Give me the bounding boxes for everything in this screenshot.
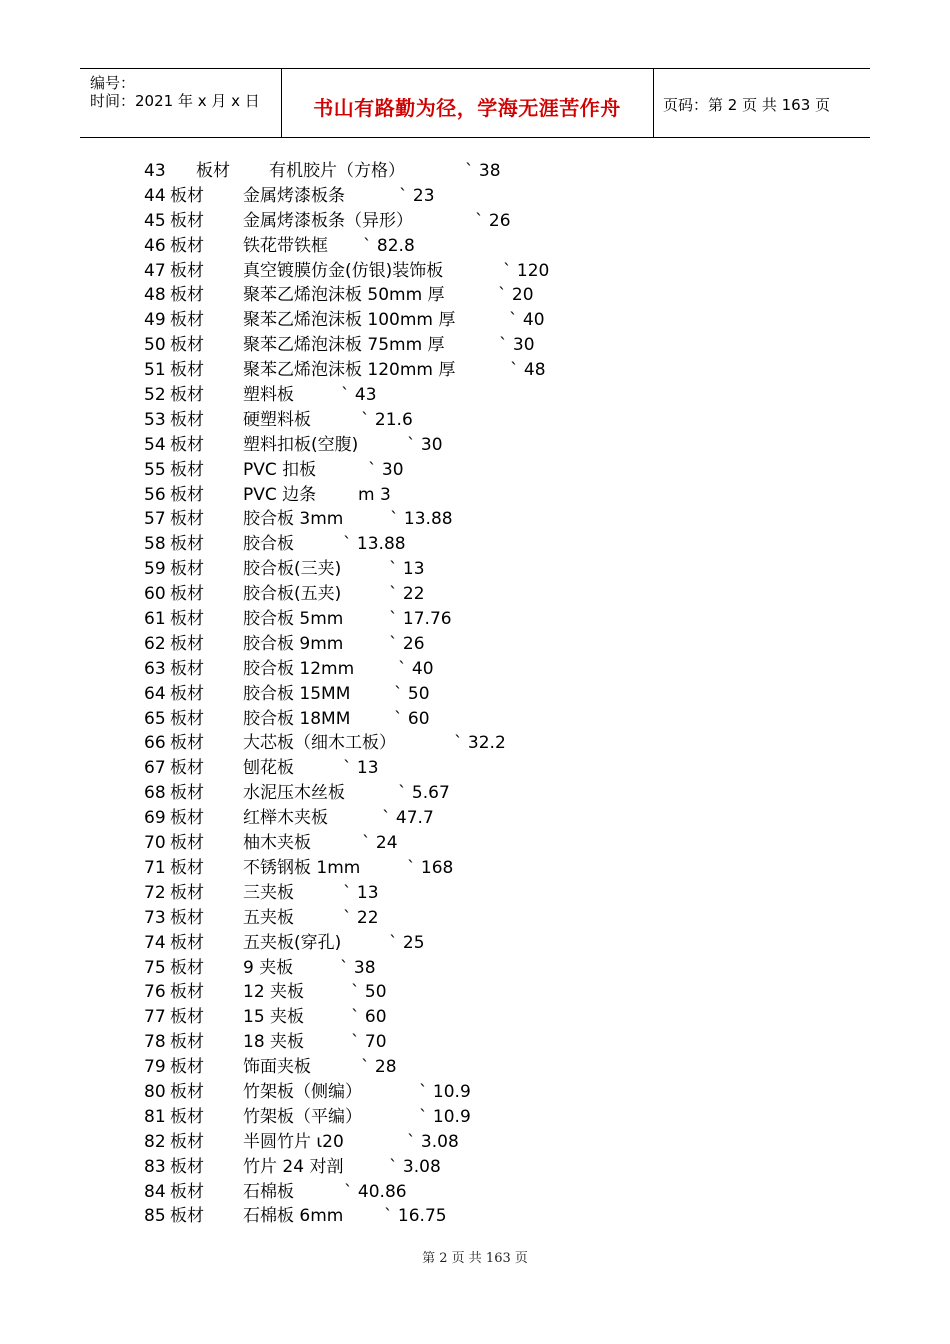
item-value: ` 20 [498,285,534,306]
item-number: 82 [144,1131,166,1152]
item-category: 板材 [170,185,204,206]
item-value: ` 60 [351,1007,387,1028]
item-number: 72 [144,882,166,903]
item-name: 不锈钢板 1mm [243,857,361,878]
item-name: 大芯板（细木工板） [243,733,396,754]
item-value: ` 30 [368,459,404,480]
item-category: 板材 [170,409,204,430]
item-category: 板材 [170,833,204,854]
item-category: 板材 [170,882,204,903]
item-category: 板材 [170,1032,204,1053]
item-number: 57 [144,509,166,530]
item-value: ` 40 [398,658,434,679]
item-name: 18 夹板 [243,1032,305,1053]
item-number: 65 [144,708,166,729]
item-category: 板材 [170,1181,204,1202]
item-number: 66 [144,733,166,754]
item-name: 金属烤漆板条（异形） [243,210,413,231]
item-number: 59 [144,559,166,580]
item-number: 68 [144,783,166,804]
item-value: ` 38 [340,957,376,978]
item-value: ` 26 [389,633,425,654]
item-category: 板材 [170,459,204,480]
header-page-code: 页码：第 2 页 共 163 页 [663,96,831,114]
item-number: 67 [144,758,166,779]
item-value: ` 10.9 [419,1106,471,1127]
item-number: 74 [144,932,166,953]
item-category: 板材 [170,609,204,630]
item-number: 71 [144,857,166,878]
item-category: 板材 [170,783,204,804]
item-number: 62 [144,633,166,654]
item-name: 胶合板 9mm [243,633,344,654]
item-category: 板材 [170,509,204,530]
item-value: ` 16.75 [384,1206,447,1227]
item-category: 板材 [170,1106,204,1127]
item-number: 80 [144,1081,166,1102]
page-header [80,68,870,138]
header-page-cell [653,69,870,137]
item-value: ` 50 [351,982,387,1003]
item-category: 板材 [170,285,204,306]
item-number: 83 [144,1156,166,1177]
item-category: 板材 [170,484,204,505]
item-number: 79 [144,1057,166,1078]
item-category: 板材 [170,982,204,1003]
item-value: ` 48 [510,360,546,381]
item-name: 胶合板(三夹) [243,559,342,580]
item-value: ` 13 [389,559,425,580]
item-number: 51 [144,360,166,381]
item-category: 板材 [170,808,204,829]
item-name: 胶合板 [243,534,294,555]
item-category: 板材 [170,1081,204,1102]
item-number: 70 [144,833,166,854]
item-name: PVC 边条 [243,484,317,505]
item-number: 76 [144,982,166,1003]
item-value: ` 22 [389,584,425,605]
item-category: 板材 [170,559,204,580]
item-category: 板材 [170,385,204,406]
item-number: 85 [144,1206,166,1227]
item-name: PVC 扣板 [243,459,317,480]
item-category: 板材 [170,335,204,356]
item-number: 50 [144,335,166,356]
item-number: 49 [144,310,166,331]
item-category: 板材 [170,1206,204,1227]
item-number: 54 [144,434,166,455]
item-value: ` 70 [351,1032,387,1053]
item-number: 61 [144,609,166,630]
item-name: 胶合板(五夹) [243,584,342,605]
item-category: 板材 [170,633,204,654]
item-value: ` 168 [407,857,454,878]
item-value: ` 28 [361,1057,397,1078]
item-number: 55 [144,459,166,480]
item-value: ` 22 [343,907,379,928]
item-category: 板材 [170,534,204,555]
item-name: 柚木夹板 [243,833,311,854]
item-value: ` 25 [389,932,425,953]
item-name: 聚苯乙烯泡沫板 120mm 厚 [243,360,456,381]
item-category: 板材 [170,733,204,754]
item-value: ` 40.86 [344,1181,407,1202]
item-category: 板材 [170,260,204,281]
item-number: 48 [144,285,166,306]
item-name: 硬塑料板 [243,409,311,430]
item-name: 五夹板(穿孔) [243,932,342,953]
item-value: ` 10.9 [419,1081,471,1102]
item-category: 板材 [170,857,204,878]
item-name: 塑料板 [243,385,294,406]
header-motto-cell [281,69,654,137]
item-number: 64 [144,683,166,704]
item-name: 15 夹板 [243,1007,305,1028]
item-category: 板材 [196,161,230,181]
item-name: 胶合板 5mm [243,609,344,630]
item-name: 铁花带铁框 [243,235,328,256]
item-category: 板材 [170,235,204,256]
item-name: 有机胶片（方格） [269,161,405,181]
item-name: 红榉木夹板 [243,808,328,829]
header-info-cell [80,69,282,137]
item-value: ` 47.7 [382,808,434,829]
item-value: ` 13 [343,758,379,779]
item-value: ` 38 [465,161,501,181]
item-number: 75 [144,957,166,978]
item-value: ` 17.76 [389,609,452,630]
item-category: 板材 [170,1131,204,1152]
item-value: ` 24 [362,833,398,854]
item-number: 43 [144,161,166,181]
item-name: 胶合板 12mm [243,658,355,679]
item-name: 聚苯乙烯泡沫板 75mm 厚 [243,335,445,356]
item-category: 板材 [170,932,204,953]
item-name: 聚苯乙烯泡沫板 50mm 厚 [243,285,445,306]
item-value: ` 21.6 [361,409,413,430]
item-category: 板材 [170,957,204,978]
item-name: 胶合板 15MM [243,683,351,704]
item-value: ` 32.2 [454,733,506,754]
item-name: 饰面夹板 [243,1057,311,1078]
item-value: ` 43 [341,385,377,406]
item-number: 58 [144,534,166,555]
item-name: 胶合板 18MM [243,708,351,729]
item-number: 73 [144,907,166,928]
item-value: ` 13 [343,882,379,903]
item-category: 板材 [170,907,204,928]
item-name: 塑料扣板(空腹) [243,434,359,455]
item-value: ` 120 [503,260,550,281]
item-number: 52 [144,385,166,406]
item-value: ` 60 [394,708,430,729]
item-category: 板材 [170,658,204,679]
item-number: 56 [144,484,166,505]
item-category: 板材 [170,584,204,605]
item-value: ` 40 [509,310,545,331]
item-number: 77 [144,1007,166,1028]
item-name: 竹架板（平编） [243,1106,362,1127]
item-value: ` 13.88 [343,534,406,555]
item-name: 三夹板 [243,882,294,903]
item-name: 半圆竹片 ι20 [243,1131,344,1152]
item-name: 12 夹板 [243,982,305,1003]
item-value: ` 3.08 [407,1131,459,1152]
item-value: ` 3.08 [389,1156,441,1177]
item-number: 46 [144,235,166,256]
item-number: 47 [144,260,166,281]
item-category: 板材 [170,434,204,455]
item-name: 9 夹板 [243,957,294,978]
item-value: ` 82.8 [363,235,415,256]
item-value: ` 30 [407,434,443,455]
item-number: 60 [144,584,166,605]
header-time-label: 时间：2021 年 x 月 x 日 [90,92,260,110]
item-category: 板材 [170,310,204,331]
item-value: ` 5.67 [398,783,450,804]
item-number: 63 [144,658,166,679]
item-name: 水泥压木丝板 [243,783,345,804]
item-number: 45 [144,210,166,231]
item-value: ` 23 [399,185,435,206]
header-motto: 书山有路勤为径，学海无涯苦作舟 [313,96,621,120]
item-name: 真空镀膜仿金(仿银)装饰板 [243,260,444,281]
item-name: 五夹板 [243,907,294,928]
item-value: ` 13.88 [390,509,453,530]
item-category: 板材 [170,360,204,381]
item-category: 板材 [170,1007,204,1028]
item-category: 板材 [170,1156,204,1177]
item-category: 板材 [170,1057,204,1078]
item-category: 板材 [170,683,204,704]
item-number: 84 [144,1181,166,1202]
item-value: ` 30 [499,335,535,356]
item-name: 石棉板 [243,1181,294,1202]
header-number-label: 编号： [90,74,136,92]
item-number: 78 [144,1032,166,1053]
item-category: 板材 [170,708,204,729]
item-category: 板材 [170,210,204,231]
item-name: 胶合板 3mm [243,509,344,530]
item-name: 竹架板（侧编） [243,1081,362,1102]
item-number: 53 [144,409,166,430]
item-value: m 3 [358,484,391,505]
item-name: 金属烤漆板条 [243,185,345,206]
item-number: 69 [144,808,166,829]
item-name: 聚苯乙烯泡沫板 100mm 厚 [243,310,456,331]
item-value: ` 50 [394,683,430,704]
item-name: 石棉板 6mm [243,1206,344,1227]
page-footer: 第 2 页 共 163 页 [422,1251,528,1266]
item-number: 44 [144,185,166,206]
item-name: 刨花板 [243,758,294,779]
item-number: 81 [144,1106,166,1127]
item-name: 竹片 24 对剖 [243,1156,344,1177]
item-category: 板材 [170,758,204,779]
item-value: ` 26 [475,210,511,231]
